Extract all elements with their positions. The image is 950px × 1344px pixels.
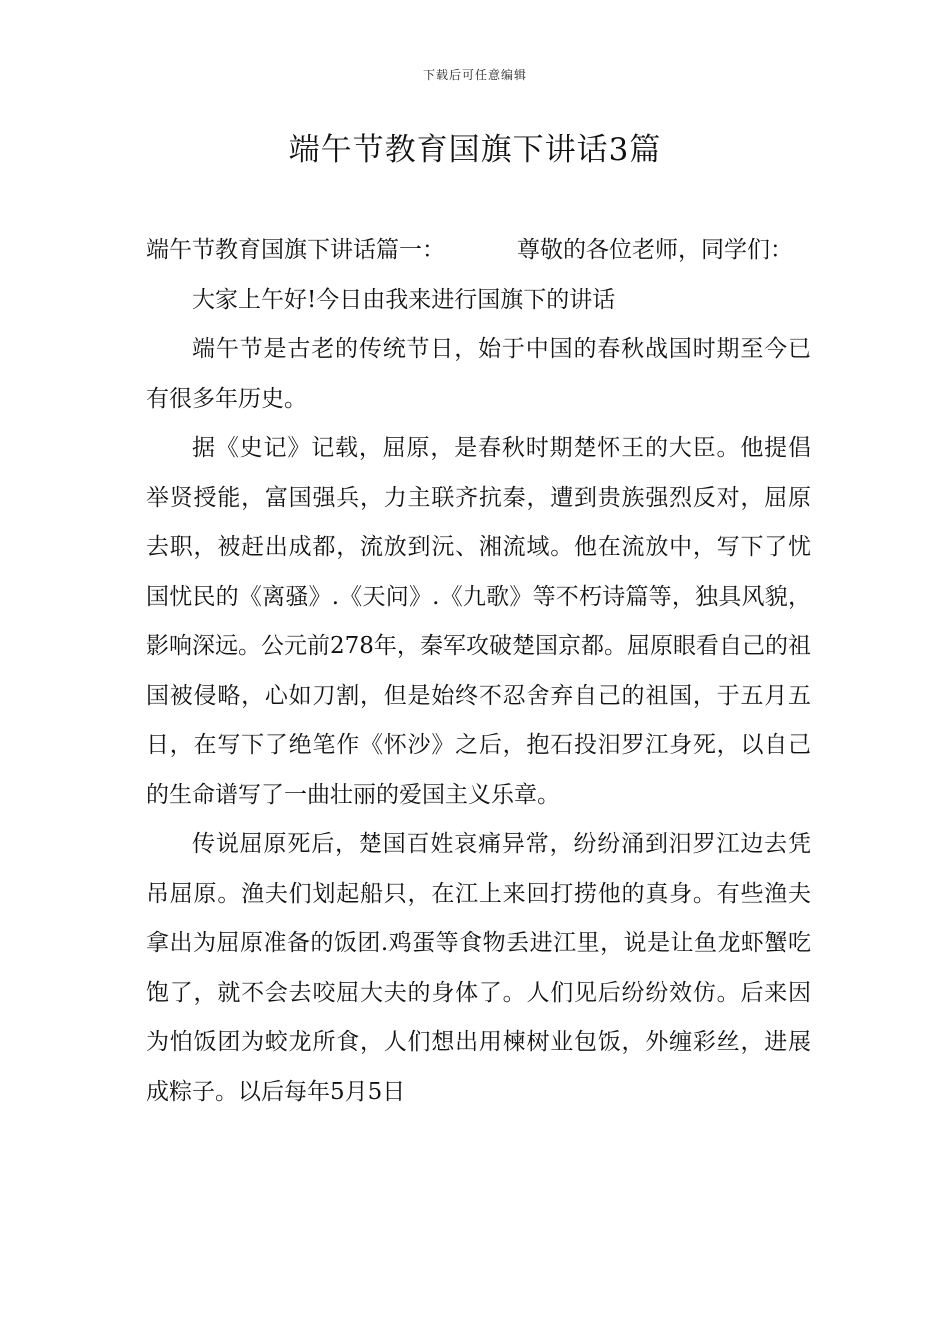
intro-line (146, 226, 811, 276)
paragraph-greeting: 大家上午好!今日由我来进行国旗下的讲话 (192, 286, 616, 313)
paragraph-legend: 传说屈原死后，楚国百姓哀痛异常，纷纷涌到汨罗江边去凭吊屈原。渔夫们划起船只，在江上来回打捞他的真身。有些渔夫拿出为屈原准备的饭团.鸡蛋等食物丢进江里，说是让鱼龙虾蟹吃饱了，就不会去咬屈大夫的身体了。人们见后纷纷效仿。后来因为怕饭团为蛟龙所食，人们想出用楝树业包饭，外缠彩丝，进展成粽子。以后每年5月5日 (146, 831, 811, 1105)
intro-label: 端午节教育国旗下讲话篇一： (146, 237, 445, 263)
paragraph-origin: 端午节是古老的传统节日，始于中国的春秋战国时期至今已有很多年历史。 (146, 336, 811, 412)
document-body (146, 226, 811, 1117)
header-note: 下载后可任意编辑 (422, 68, 527, 82)
document-title: 端午节教育国旗下讲话3篇 (288, 132, 662, 168)
intro-salutation: 尊敬的各位老师，同学们： (517, 237, 793, 263)
paragraph-qu-yuan: 据《史记》记载，屈原，是春秋时期楚怀王的大臣。他提倡举贤授能，富国强兵，力主联齐抗秦，遭到贵族强烈反对，屈原去职，被赶出成都，流放到沅、湘流域。他在流放中，写下了忧国忧民的《离骚》.《天问》.《九歌》等不朽诗篇等，独具风貌，影响深远。公元前278年，秦军攻破楚国京都。屈原眼看自己的祖国被侵略，心如刀割，但是始终不忍舍弃自己的祖国，于五月五日，在写下了绝笔作《怀沙》之后，抱石投汨罗江身死，以自己的生命谱写了一曲壮丽的爱国主义乐章。 (146, 435, 811, 808)
